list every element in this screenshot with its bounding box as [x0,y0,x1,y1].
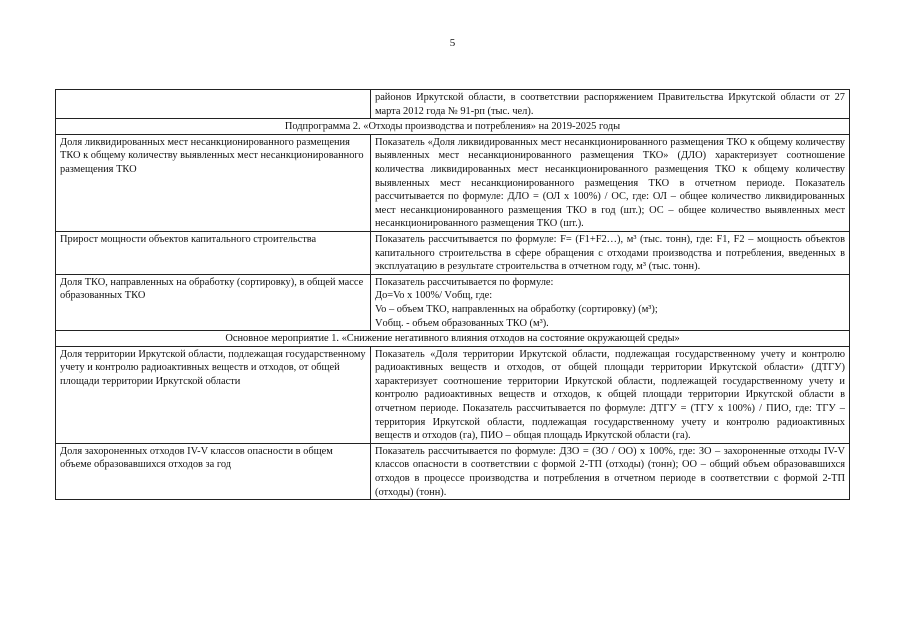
formula-line: Vобщ. - объем образованных ТКО (м³). [375,317,549,329]
formula-line: Vo – объем ТКО, направленных на обработку (сортировку) (м³); [375,303,658,315]
page-number: 5 [449,37,456,49]
table-row [56,134,850,231]
indicator-cell: Доля ТКО, направленных на обработку (сортировку), в общей массе образованных ТКО [56,274,371,330]
indicators-table [55,89,850,500]
indicator-cell: Доля территории Иркутской области, подлежащая государственному учету и контролю радиоактивных веществ и отходов, от общей площади территории Иркутской области [56,346,371,443]
description-cell [371,274,850,330]
formula-line: Дo=Vo x 100%/ Vобщ, где: [375,290,493,302]
table-row [56,90,850,119]
table-row [56,346,850,443]
indicator-cell [56,90,371,119]
section-title: Основное мероприятие 1. «Снижение негативного влияния отходов на состояние окружающей среды» [56,331,850,347]
description-cell: Показатель рассчитывается по формуле: ДЗО = (ЗО / ОО) x 100%, где: ЗО – захороненные отходы IV-V классов опасности в соответствии с формой 2-ТП (отходы) (тонн); ОО – общий объем образовавшихся отходов в процессе производства и потребления в отчетном периоде в соответствии с формой 2-ТП (отходы) (тонн). [371,443,850,499]
indicator-cell: Прирост мощности объектов капитального строительства [56,231,371,274]
description-cell: Показатель «Доля территории Иркутской области, подлежащая государственному учету и контролю радиоактивных веществ и отходов, от общей площади территории Иркутской области» (ДТГУ) характеризует соотношение территории Иркутской области, подлежащей государственному учету и контролю радиоактивных веществ и отходов, к общей площади территории Иркутской области в отчетном периоде. Показатель рассчитывается по формуле: ДТГУ = (ТГУ x 100%) / ПИО, где: ТГУ – территория Иркутской области, подлежащая государственному учету и контролю радиоактивных веществ и отходов (га), ПИО – общая площадь Иркутской области (га). [371,346,850,443]
table-row [56,231,850,274]
formula-line: Показатель рассчитывается по формуле: [375,276,554,288]
section-title: Подпрограмма 2. «Отходы производства и потребления» на 2019-2025 годы [56,119,850,135]
description-cell: районов Иркутской области, в соответствии распоряжением Правительства Иркутской области от 27 марта 2012 года № 91-рп (тыс. чел). [371,90,850,119]
section-row [56,119,850,135]
indicator-cell: Доля ликвидированных мест несанкционированного размещения ТКО к общему количеству выявленных мест несанкционированного размещения ТКО [56,134,371,231]
description-cell: Показатель «Доля ликвидированных мест несанкционированного размещения ТКО к общему количеству выявленных мест несанкционированного размещения ТКО» (ДЛО) характеризует соотношение количества ликвидированных мест несанкционированного размещения ТКО к общему количеству выявленных мест несанкционированного размещения ТКО в отчетном периоде. Показатель рассчитывается по формуле: ДЛО = (ОЛ x 100%) / ОС, где: ОЛ – общее количество ликвидированных мест несанкционированного размещения ТКО в год (шт.); ОС – общее количество выявленных мест несанкционированного размещения ТКО (шт.). [371,134,850,231]
table-row [56,443,850,499]
section-row [56,331,850,347]
indicator-cell: Доля захороненных отходов IV-V классов опасности в общем объеме образовавшихся отходов за год [56,443,371,499]
table-row [56,274,850,330]
description-cell: Показатель рассчитывается по формуле: F= (F1+F2…), м³ (тыс. тонн), где: F1, F2 – мощность объектов капитального строительства в сфере обращения с отходами производства и потребления, введенных в эксплуатацию в результате строительства в отчетном году, м³ (тыс. тонн). [371,231,850,274]
